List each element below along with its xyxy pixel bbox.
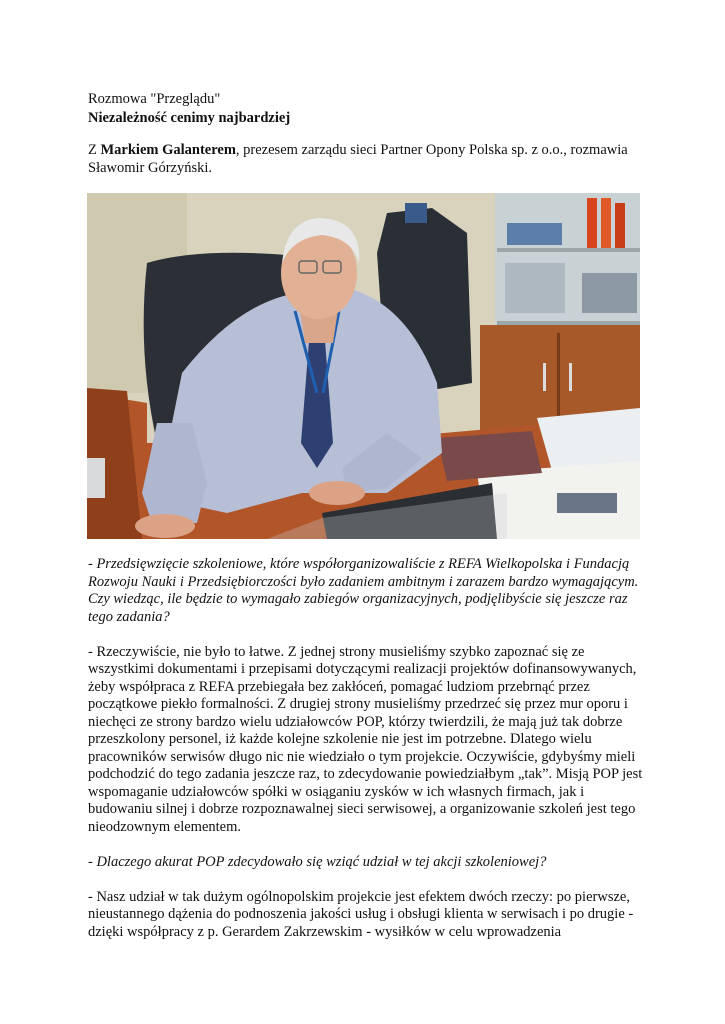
article-kicker: Rozmowa "Przeglądu" [88,91,221,107]
interview-question: - Dlaczego akurat POP zdecydowało się wziąć udział w tej akcji szkoleniowej? [88,853,547,870]
portrait-photo [87,193,640,539]
interview-answer: - Rzeczywiście, nie było to łatwe. Z jednej strony musieliśmy szybko zapoznać się ze wszystkimi dokumentami i przepisami dotyczącymi realizacji projektów dofinansowywanych, żeby współpraca z REFA przebiegała bez zakłóceń, pomagać ludziom przebrnąć przez początkowe piekło formalności. Z drugiej strony musieliśmy przedrzeć się przez mur oporu i niechęci ze strony bardzo wielu udziałowców POP, którzy twierdzili, że mają już tak dobrze przeszkolony personel, iż każde kolejne szkolenie nie jest im potrzebne. Dlatego wielu pracowników serwisów długo nic nie wiedziało o tym projekcie. Oczywiście, gdybyśmy mieli podchodzić do tego zadania jeszcze raz, to zdecydowanie powiedziałbym „tak”. Misją POP jest wspomaganie udziałowców spółki w osiąganiu zysków w ich własnych firmach, jak i budowaniu silnej i dobrze rozpoznawalnej sieci serwisowej, a organizowanie szkoleń jest tego nieodzownym elementem. [88,643,643,835]
office-scene-illustration [87,193,640,539]
interview-answer: - Nasz udział w tak dużym ogólnopolskim projekcie jest efektem dwóch rzeczy: po pierwsze, nieustannego dążenia do podnoszenia jakości usług i obsługi klienta w serwisach i po drugie - dzięki współpracy z p. Gerardem Zakrzewskim - wysiłków w celu wprowadzenia [88,888,634,940]
interview-question: - Przedsięwzięcie szkoleniowe, które współorganizowaliście z REFA Wielkopolska i Fundacją Rozwoju Nauki i Przedsiębiorczości było zadaniem ambitnym i zarazem bardzo wymagającym. Czy wiedząc, ile będzie to wymagało zabiegów organizacyjnych, podjęlibyście się jeszcze raz tego zadania? [88,556,639,625]
article-title: Niezależność cenimy najbardziej [88,110,291,126]
interviewee-name: Markiem Galanterem [100,142,236,158]
interview-body [88,556,648,959]
article-intro [88,141,648,177]
intro-suffix: , prezesem zarządu sieci Partner Opony Polska sp. z o.o., rozmawia Sławomir Górzyński. [88,142,628,176]
intro-prefix: Z [88,142,101,158]
